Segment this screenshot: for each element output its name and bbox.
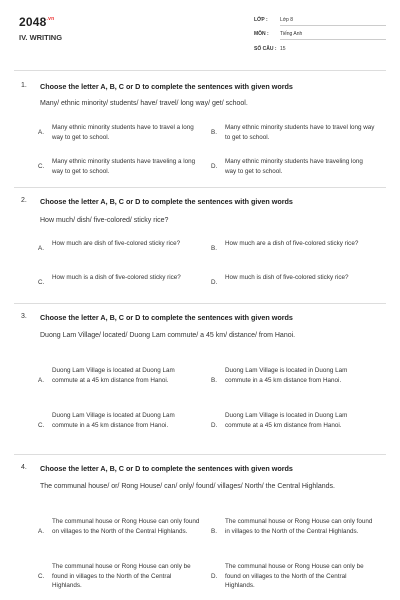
- option-text: The communal house or Rong House can only be found in villages to the North of the Central Highlands.: [52, 563, 191, 589]
- option-letter: D.: [211, 573, 218, 580]
- option-letter: B.: [211, 377, 217, 384]
- option-text: Many ethnic minority students have traveling long way to get to school.: [225, 158, 363, 175]
- question-prompt: How much/ dish/ five-colored/ sticky rice?: [40, 217, 169, 224]
- meta-underline: [280, 25, 386, 26]
- logo-text: 2048: [19, 15, 47, 29]
- question-number: 4.: [21, 464, 27, 471]
- option-text: How much is a dish of five-colored sticky rice?: [52, 274, 181, 281]
- option-text: Duong Lam Village is located at Duong Lam commute at a 45 km distance from Hanoi.: [52, 367, 175, 384]
- question-divider: [14, 303, 386, 304]
- option-letter: A.: [38, 129, 44, 136]
- logo-suffix: .vn: [46, 16, 55, 22]
- option-text: Many ethnic minority students have traveling a long way to get to school.: [52, 158, 196, 175]
- meta-value: 15: [280, 46, 286, 52]
- site-logo[interactable]: [19, 15, 54, 29]
- option-text: The communal house or Rong House can only found in villages to the North of the Central Highlands.: [225, 518, 373, 535]
- question-divider: [14, 187, 386, 188]
- question-instruction: Choose the letter A, B, C or D to complete the sentences with given words: [40, 464, 293, 473]
- option-text: Duong Lam Village is located in Duong Lam commute in a 45 km distance from Hanoi.: [225, 367, 348, 384]
- question-prompt: Many/ ethnic minority/ students/ have/ travel/ long way/ get/ school.: [40, 100, 248, 107]
- question-divider: [14, 454, 386, 455]
- option-letter: B.: [211, 528, 217, 535]
- option-letter: B.: [211, 245, 217, 252]
- meta-class: [254, 17, 293, 23]
- option-text: How much are a dish of five-colored sticky rice?: [225, 240, 359, 247]
- option-text: The communal house or Rong House can only be found on villages to the North of the Central Highlands.: [225, 563, 364, 589]
- option-letter: D.: [211, 279, 218, 286]
- option-letter: D.: [211, 422, 218, 429]
- option-letter: A.: [38, 377, 44, 384]
- option-letter: C.: [38, 573, 45, 580]
- option-letter: C.: [38, 163, 45, 170]
- option-text: Many ethnic minority students have to travel a long way to get to school.: [52, 124, 194, 141]
- option-letter: B.: [211, 129, 217, 136]
- meta-value: Tiếng Anh: [280, 31, 303, 37]
- meta-subject: [254, 31, 302, 37]
- meta-underline: [280, 39, 386, 40]
- meta-label: SỐ CÂU :: [254, 46, 277, 52]
- question-instruction: Choose the letter A, B, C or D to complete the sentences with given words: [40, 82, 293, 91]
- question-prompt: Duong Lam Village/ located/ Duong Lam commute/ a 45 km/ distance/ from Hanoi.: [40, 332, 296, 339]
- option-letter: A.: [38, 528, 44, 535]
- option-text: Many ethnic minority students have to travel long way to get to school.: [225, 124, 375, 141]
- question-prompt: The communal house/ or/ Rong House/ can/ only/ found/ villages/ North/ the Central Highlands.: [40, 483, 335, 490]
- question-number: 1.: [21, 82, 27, 89]
- meta-label: LỚP :: [254, 17, 268, 23]
- option-text: Duong Lam Village is located in Duong Lam commute at a 45 km distance from Hanoi.: [225, 412, 348, 429]
- option-text: How much are dish of five-colored sticky rice?: [52, 240, 181, 247]
- question-instruction: Choose the letter A, B, C or D to complete the sentences with given words: [40, 197, 293, 206]
- meta-label: MÔN :: [254, 31, 269, 37]
- meta-value: Lớp 8: [280, 17, 294, 23]
- section-title: IV. WRITING: [19, 33, 63, 42]
- question-number: 2.: [21, 197, 27, 204]
- option-letter: A.: [38, 245, 44, 252]
- page-header: [0, 0, 400, 66]
- option-text: The communal house or Rong House can only found on villages to the North of the Central Highlands.: [52, 518, 200, 535]
- header-divider: [14, 70, 386, 71]
- question-number: 3.: [21, 313, 27, 320]
- question-instruction: Choose the letter A, B, C or D to complete the sentences with given words: [40, 313, 293, 322]
- option-text: How much is dish of five-colored sticky rice?: [225, 274, 349, 281]
- option-letter: C.: [38, 279, 45, 286]
- option-text: Duong Lam Village is located at Duong Lam commute in a 45 km distance from Hanoi.: [52, 412, 175, 429]
- option-letter: C.: [38, 422, 45, 429]
- meta-count: [254, 46, 286, 52]
- option-letter: D.: [211, 163, 218, 170]
